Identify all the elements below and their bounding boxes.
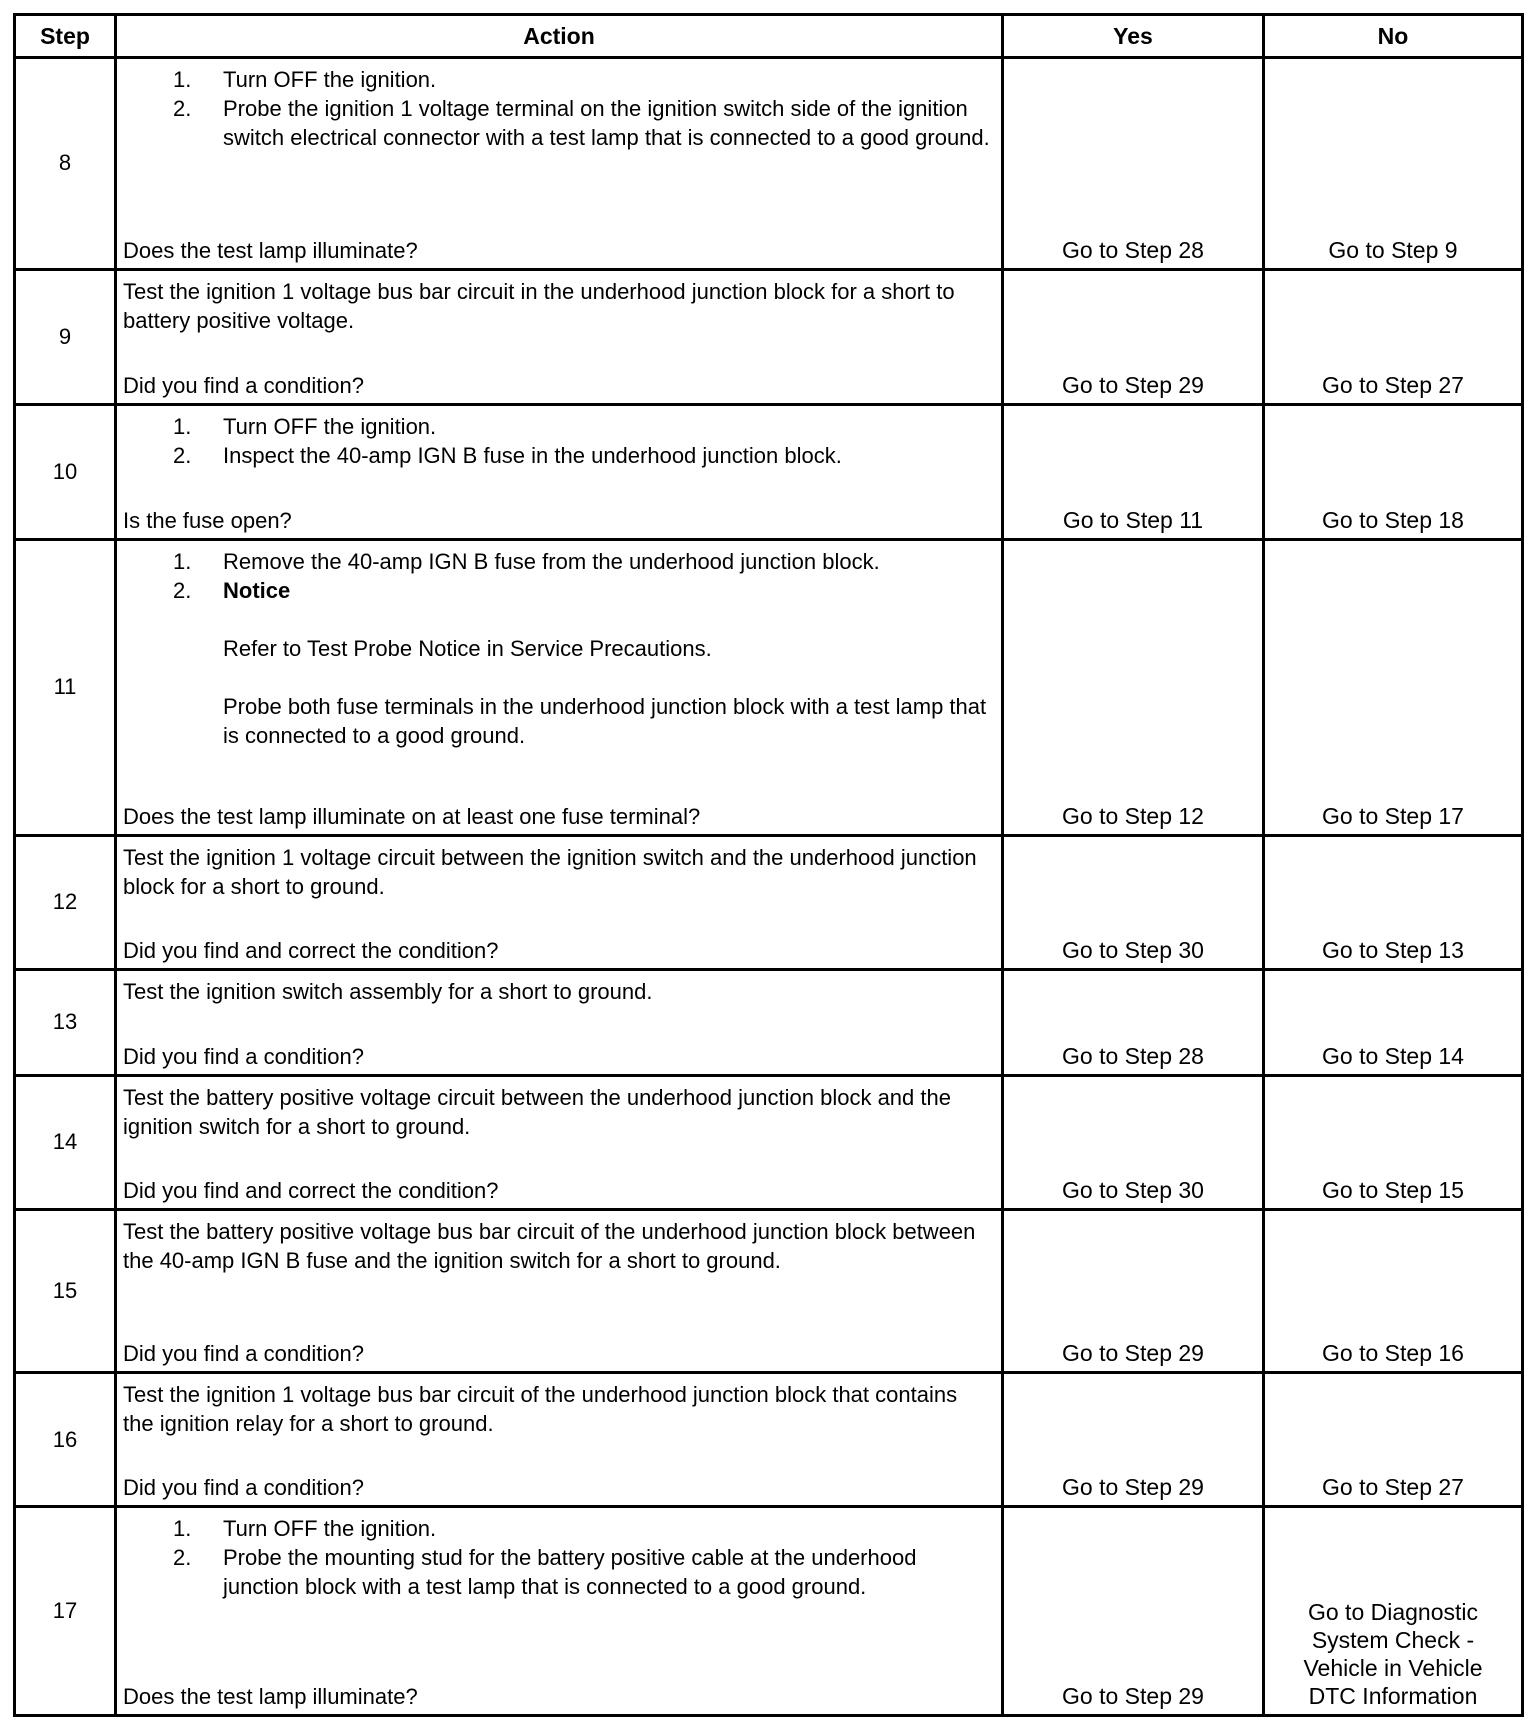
action-cell	[116, 1209, 1003, 1372]
no-link[interactable]: Go to Diagnostic System Check - Vehicle in Vehicle DTC Information	[1264, 1507, 1523, 1716]
action-list	[123, 547, 993, 750]
yes-link[interactable]: Go to Step 28	[1003, 969, 1264, 1075]
step-number: 13	[15, 969, 116, 1075]
list-item: 2. Notice Refer to Test Probe Notice in Service Precautions. Probe both fuse terminals in the underhood junction block with a test lamp that is connected to a good ground.	[123, 576, 993, 750]
yes-link[interactable]: Go to Step 30	[1003, 1075, 1264, 1209]
table-row	[15, 540, 1523, 835]
action-text: Test the battery positive voltage circuit between the underhood junction block and the ignition switch for a short to ground.	[123, 1084, 951, 1139]
yes-link[interactable]: Go to Step 29	[1003, 1507, 1264, 1716]
header-yes: Yes	[1003, 15, 1264, 58]
question-text: Does the test lamp illuminate on at least one fuse terminal?	[123, 803, 701, 829]
table-row	[15, 969, 1523, 1075]
question-text: Did you find and correct the condition?	[123, 1177, 499, 1203]
no-link[interactable]: Go to Step 27	[1264, 269, 1523, 404]
question-text: Did you find and correct the condition?	[123, 937, 499, 963]
action-list	[123, 1514, 993, 1601]
action-text: Test the battery positive voltage bus bar circuit of the underhood junction block between the 40-amp IGN B fuse and the ignition switch for a short to ground.	[123, 1218, 976, 1273]
step-number: 10	[15, 405, 116, 540]
table-row	[15, 1373, 1523, 1507]
action-cell	[116, 835, 1003, 969]
list-item: 1. Turn OFF the ignition.	[173, 414, 437, 440]
no-link[interactable]: Go to Step 9	[1264, 58, 1523, 270]
yes-link[interactable]: Go to Step 29	[1003, 269, 1264, 404]
table-row	[15, 1075, 1523, 1209]
list-item: 1. Turn OFF the ignition.	[173, 1516, 437, 1542]
action-cell	[116, 58, 1003, 270]
step-number: 12	[15, 835, 116, 969]
no-link[interactable]: Go to Step 18	[1264, 405, 1523, 540]
question-text: Does the test lamp illuminate?	[123, 1684, 418, 1709]
yes-link[interactable]: Go to Step 12	[1003, 540, 1264, 835]
table-row	[15, 1507, 1523, 1716]
table-row	[15, 58, 1523, 270]
no-link[interactable]: Go to Step 13	[1264, 835, 1523, 969]
list-item: 1. Remove the 40-amp IGN B fuse from the underhood junction block.	[173, 549, 880, 575]
action-cell	[116, 1075, 1003, 1209]
action-cell	[116, 969, 1003, 1075]
list-item: 2. Probe the mounting stud for the battery positive cable at the underhood junction block with a test lamp that is connected to a good ground.	[173, 1545, 917, 1600]
yes-link[interactable]: Go to Step 29	[1003, 1373, 1264, 1507]
action-cell	[116, 1373, 1003, 1507]
yes-link[interactable]: Go to Step 29	[1003, 1209, 1264, 1372]
no-link[interactable]: Go to Step 16	[1264, 1209, 1523, 1372]
yes-link[interactable]: Go to Step 30	[1003, 835, 1264, 969]
no-link[interactable]: Go to Step 14	[1264, 969, 1523, 1075]
table-row	[15, 1209, 1523, 1372]
step-number: 17	[15, 1507, 116, 1716]
header-row	[15, 15, 1523, 58]
table-row	[15, 405, 1523, 540]
question-text: Did you find a condition?	[123, 373, 364, 399]
notice-followup: Probe both fuse terminals in the underhood junction block with a test lamp that is connected to a good ground.	[223, 694, 987, 749]
action-list	[123, 412, 993, 470]
no-link[interactable]: Go to Step 17	[1264, 540, 1523, 835]
header-action: Action	[116, 15, 1003, 58]
action-cell	[116, 1507, 1003, 1716]
action-cell	[116, 540, 1003, 835]
action-text: Test the ignition 1 voltage circuit between the ignition switch and the underhood junction block for a short to ground.	[123, 844, 977, 899]
diagnostic-table	[13, 13, 1524, 1717]
step-number: 16	[15, 1373, 116, 1507]
action-text: Test the ignition switch assembly for a short to ground.	[123, 978, 653, 1004]
table-row	[15, 835, 1523, 969]
yes-link[interactable]: Go to Step 28	[1003, 58, 1264, 270]
question-text: Is the fuse open?	[123, 508, 292, 534]
question-text: Does the test lamp illuminate?	[123, 237, 418, 263]
no-link[interactable]: Go to Step 15	[1264, 1075, 1523, 1209]
no-link[interactable]: Go to Step 27	[1264, 1373, 1523, 1507]
action-text: Test the ignition 1 voltage bus bar circuit of the underhood junction block that contains the ignition relay for a short to ground.	[123, 1382, 958, 1437]
action-list	[123, 65, 993, 152]
action-cell	[116, 405, 1003, 540]
action-cell	[116, 269, 1003, 404]
notice-heading: Notice	[223, 578, 291, 604]
step-number: 8	[15, 58, 116, 270]
list-item: 2. Inspect the 40-amp IGN B fuse in the underhood junction block.	[173, 443, 842, 469]
table-row	[15, 269, 1523, 404]
step-number: 15	[15, 1209, 116, 1372]
step-number: 9	[15, 269, 116, 404]
notice-text: Refer to Test Probe Notice in Service Precautions.	[223, 636, 712, 662]
question-text: Did you find a condition?	[123, 1475, 364, 1501]
question-text: Did you find a condition?	[123, 1043, 364, 1069]
question-text: Did you find a condition?	[123, 1341, 364, 1367]
list-item: 2. Probe the ignition 1 voltage terminal on the ignition switch side of the ignition switch electrical connector with a test lamp that is connected to a good ground.	[173, 96, 990, 150]
step-number: 11	[15, 540, 116, 835]
action-text: Test the ignition 1 voltage bus bar circuit in the underhood junction block for a short to battery positive voltage.	[123, 278, 955, 333]
header-step: Step	[15, 15, 116, 58]
list-item: 1. Turn OFF the ignition.	[173, 67, 437, 92]
header-no: No	[1264, 15, 1523, 58]
step-number: 14	[15, 1075, 116, 1209]
yes-link[interactable]: Go to Step 11	[1003, 405, 1264, 540]
